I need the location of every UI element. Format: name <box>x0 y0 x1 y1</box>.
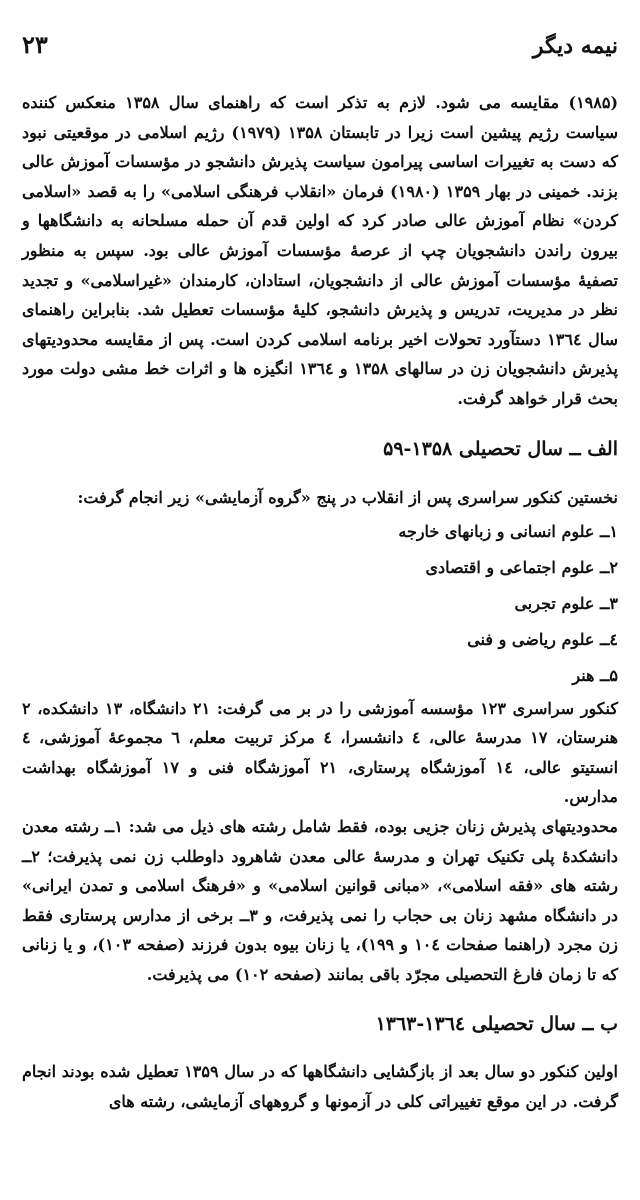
list-item: ۲ــ علوم اجتماعی و اقتصادی <box>425 557 618 577</box>
list-item: ۳ــ علوم تجربی <box>514 593 618 613</box>
page-header <box>22 30 618 70</box>
list-item: ٤ــ علوم ریاضی و فنی <box>467 629 618 649</box>
paragraph-restrictions: محدودیتهای پذیرش زنان جزیی بوده، فقط شامل رشته های ذیل می شد: ۱ــ رشته معدن دانشکدهٔ پلی تکنیک تهران و مدرسهٔ عالی معدن شاهرود داوطلب زن نمی پذیرفت؛ ۲ــ رشته های «فقه اسلامی»، «مبانی قوانین اسلامی» و «فرهنگ اسلامی و تمدن ایرانی» در دانشگاه مشهد زنان بی حجاب را نمی پذیرفت، و ۳ــ برخی از مدارس پرستاری فقط زن مجرد (راهنما صفحات ۱۰٤ و ۱۹۹)، یا زنان بیوه بدون فرزند (صفحه ۱۰۳)، و یا زنانی که تا زمان فارغ التحصیلی مجرّد باقی بمانند (صفحه ۱۰۲) می پذیرفت. <box>22 816 619 984</box>
section-heading-be: ب ــ سال تحصیلی ۱۳٦٤-۱۳٦۳ <box>375 1013 618 1036</box>
page-number: ۲۳ <box>22 30 48 59</box>
body-text <box>22 88 618 1117</box>
paragraph-intro-comparison: (۱۹۸۵) مقایسه می شود. لازم به تذکر است که راهنمای سال ۱۳۵۸ منعکس کننده سیاست رژیم پیشین است زیرا در تابستان ۱۳۵۸ (۱۹۷۹) رژیم اسلامی در موقعیتی نبود که دست به تغییرات اساسی پیرامون سیاست پذیرش دانشجو در مؤسسات آموزش عالی بزند. خمینی در بهار ۱۳۵۹ (۱۹۸۰) فرمان «انقلاب فرهنگی اسلامی» را به قصد «اسلامی کردن» نظام آموزش عالی صادر کرد که اولین قدم آن حمله مسلحانه به دانشگاهها و بیرون راندن دانشجویان چپ از عرصهٔ مؤسسات آموزش عالی بود. سپس به منظور تصفیهٔ مؤسسات آموزش عالی از دانشجویان، استادان، کارمندان «غیراسلامی» و تجدید نظر در مدیریت، تدریس و پذیرش دانشجو، کلیهٔ مؤسسات تعطیل شد. بنابراین راهنمای سال ۱۳٦٤ دستآورد تحولات اخیر برنامه اسلامی کردن است. پس از مقایسه محدودیتهای پذیرش دانشجویان زن در سالهای ۱۳۵۸ و ۱۳٦٤ انگیزه ها و اثرات خط مشی دولت مورد بحث قرار خواهد گرفت. <box>22 93 619 408</box>
paragraph-reopening: اولین کنکور دو سال بعد از بازگشایی دانشگاهها که در سال ۱۳۵۹ تعطیل شده بودند انجام گرفت. در این موقع تغییراتی کلی در آزمونها و گروههای آزمایشی، رشته های <box>22 1062 619 1112</box>
section-heading-alef: الف ــ سال تحصیلی ۱۳۵۸-۵۹ <box>383 437 618 460</box>
running-title: نیمه دیگر <box>532 33 618 59</box>
paragraph-first-konkur: نخستین کنکور سراسری پس از انقلاب در پنج «گروه آزمایشی» زیر انجام گرفت: <box>77 487 618 507</box>
test-groups-list <box>22 514 618 694</box>
paragraph-institutions: کنکور سراسری ۱۲۳ مؤسسه آموزشی را در بر می گرفت: ۲۱ دانشگاه، ۱۳ دانشکده، ۲ هنرستان، ۱۷ مدرسهٔ عالی، ٤ دانشسرا، ٤ مرکز تربیت معلم، ٦ مجموعهٔ آموزشی، ٤ انستیتو عالی، ۱٤ آموزشگاه پرستاری، ۲۱ آموزشگاه فنی و ۱۷ آموزشگاه بهداشت مدارس. <box>22 698 619 807</box>
list-item: ۵ــ هنر <box>572 665 618 685</box>
list-item: ۱ــ علوم انسانی و زبانهای خارجه <box>398 521 618 541</box>
